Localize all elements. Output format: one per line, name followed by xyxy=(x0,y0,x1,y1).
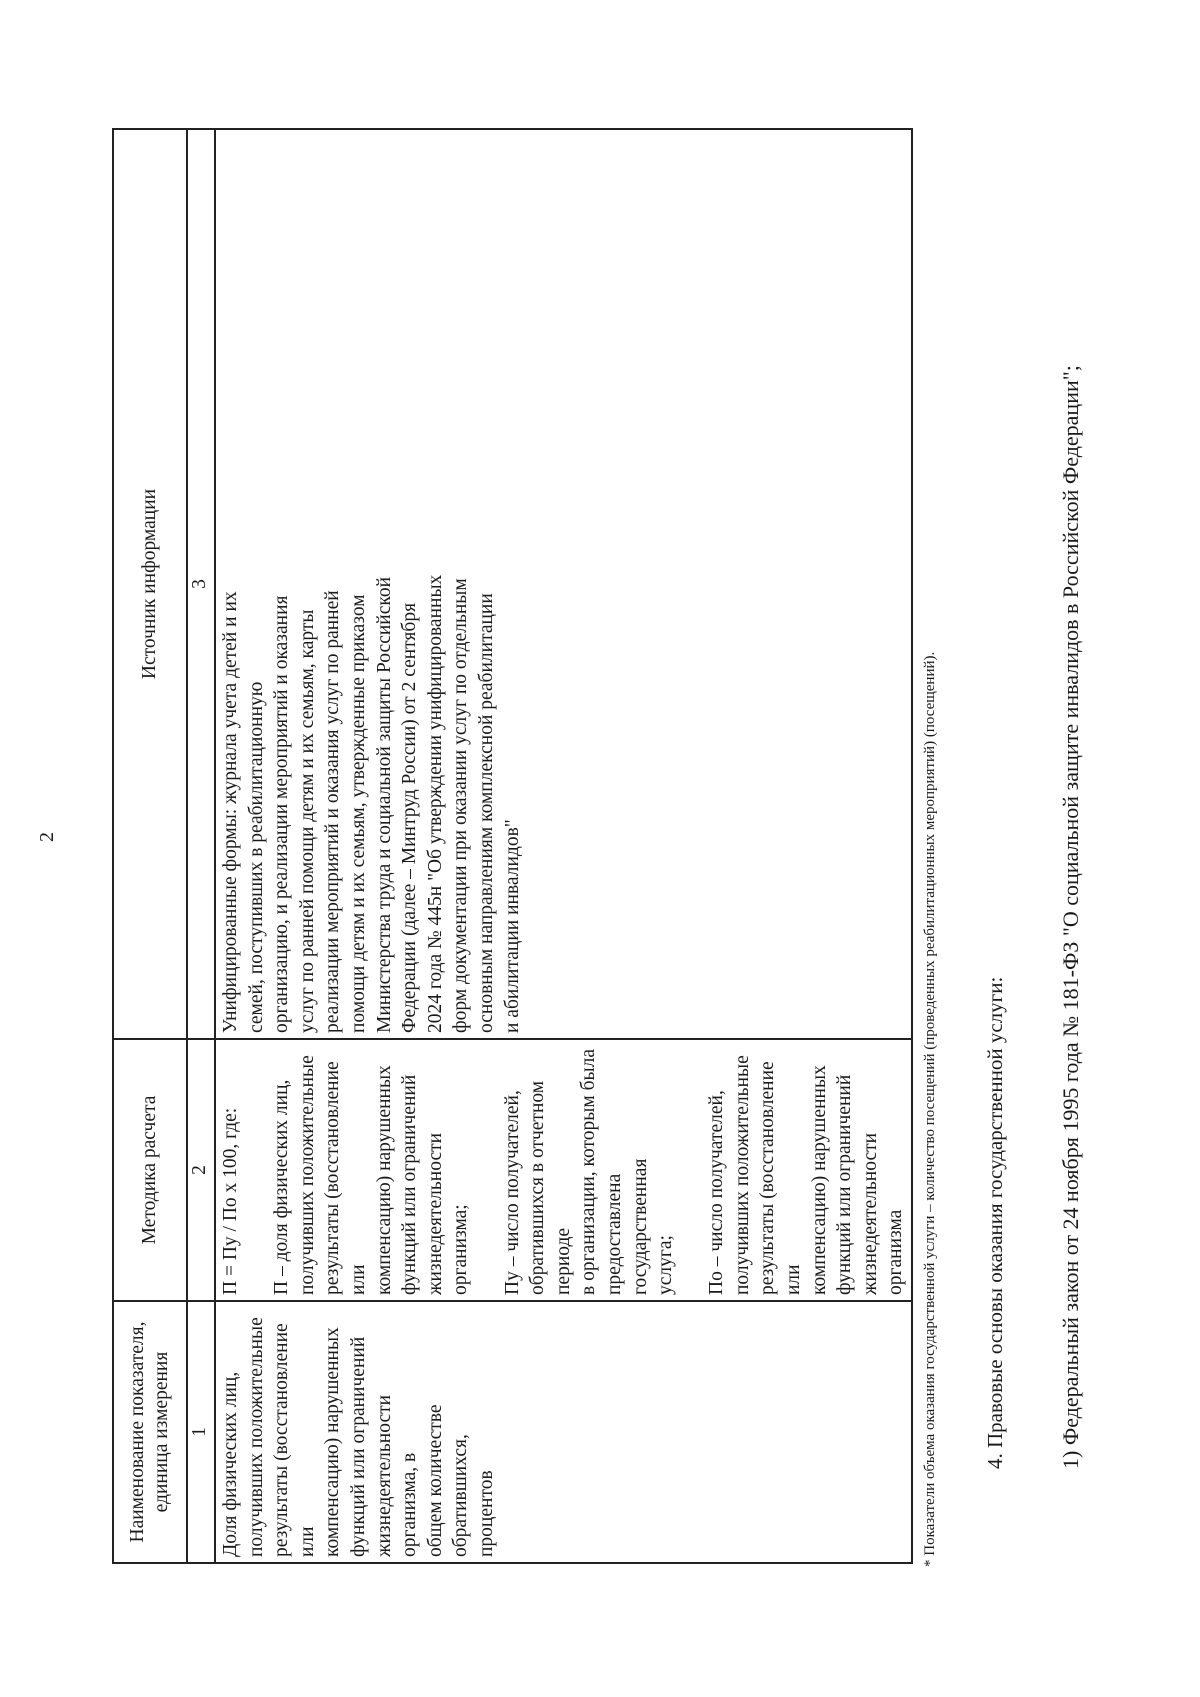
section-heading: 4. Правовые основы оказания государственной услуги: xyxy=(983,976,1007,1469)
column-number-3: 3 xyxy=(187,129,215,1039)
header-calculation-method: Методика расчета xyxy=(113,1039,187,1301)
footnote: * Показатели объема оказания государственной услуги – количество посещений (проведенных реабилитационных мероприятий) (посещений). xyxy=(922,651,938,1567)
column-number-row xyxy=(187,129,215,1563)
header-information-source: Источник информации xyxy=(113,129,187,1039)
law-item: 1) Федеральный закон от 24 ноября 1995 года № 181-ФЗ "О социальной защите инвалидов в Российской Федерации"; xyxy=(1058,365,1083,1469)
table-header-row xyxy=(113,129,187,1563)
indicator-cell: Доля физических лиц, получивших положительные результаты (восстановление или компенсацию) нарушенных функций или ограничений жизнедеятельности организма, в общем количестве обратившихся, процентов xyxy=(215,1301,912,1563)
page-number: 2 xyxy=(36,832,58,842)
header-indicator-name: Наименование показателя, единица измерения xyxy=(113,1301,187,1563)
column-number-1: 1 xyxy=(187,1301,215,1563)
source-cell: Унифицированные формы: журнала учета детей и их семей, поступивших в реабилитационную организацию, и реализации мероприятий и оказания услуг по ранней помощи детям и их семьям, карты реализации мероприятий и оказания услуг по ранней помощи детям и их семьям, утвержденные приказом Министерства труда и социальной защиты Российской Федерации (далее – Минтруд России) от 2 сентября 2024 года № 445н "Об утверждении унифицированных форм документации при оказании услуг по отдельным основным направлениям комплексной реабилитации и абилитации инвалидов" xyxy=(215,129,912,1039)
column-number-2: 2 xyxy=(187,1039,215,1301)
indicator-table xyxy=(112,128,913,1564)
table-row xyxy=(215,129,912,1563)
method-cell: П = Пу / По х 100, где: П – доля физических лиц, получивших положительные результаты (восстановление или компенсацию) нарушенных функций или ограничений жизнедеятельности организма; Пу – число получателей, обратившихся в отчетном периоде в организации, которым была предоставлена государственная услуга; По – число получателей, получивших положительные результаты (восстановление или компенсацию) нарушенных функций или ограничений жизнедеятельности организма xyxy=(215,1039,912,1301)
